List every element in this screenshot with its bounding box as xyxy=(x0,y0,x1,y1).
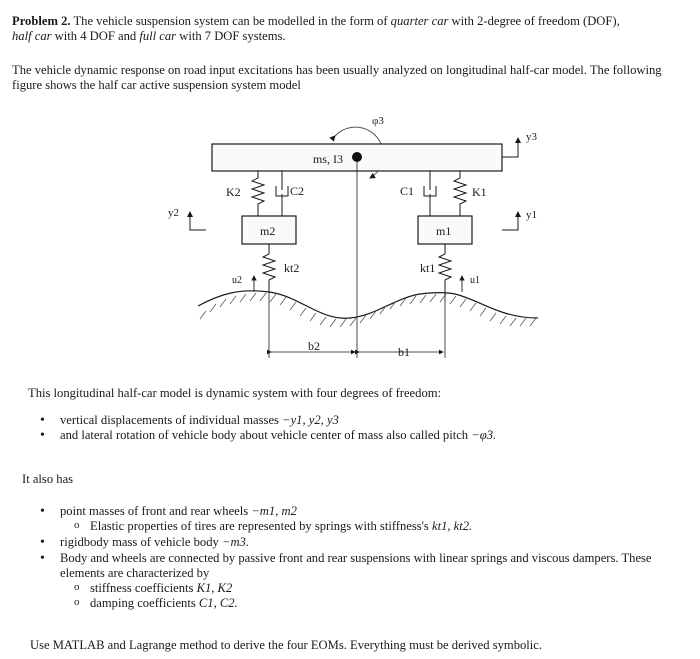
dof-list xyxy=(30,413,690,443)
problem-label: Problem 2. xyxy=(12,14,71,28)
rear-spring-k2 xyxy=(252,171,264,216)
road-profile xyxy=(198,291,538,318)
front-tire-spring-kt1 xyxy=(439,244,451,292)
y1-label: y1 xyxy=(526,209,537,221)
b2-label: b2 xyxy=(308,339,320,353)
sub-list xyxy=(60,581,690,611)
list-item: • point masses of front and rear wheels −m1, m2 o Elastic properties of tires are represented by springs with stiffness's kt1, kt2. xyxy=(30,504,690,534)
math-inline: K1, K2 xyxy=(196,581,233,595)
intro-text-4: with 7 DOF systems. xyxy=(176,29,286,43)
intro-text-1: The vehicle suspension system can be modelled in the form of xyxy=(70,14,391,28)
list-item: • and lateral rotation of vehicle body about vehicle center of mass also called pitch −φ3. xyxy=(30,428,690,443)
half-car-diagram xyxy=(150,106,570,371)
intro-text-2: with 2-degree of freedom (DOF), xyxy=(448,14,620,28)
it-also-has: It also has xyxy=(22,472,74,486)
c1-label: C1 xyxy=(400,184,415,198)
sub-list-item: o stiffness coefficients K1, K2 xyxy=(60,581,690,596)
k2-label: K2 xyxy=(226,185,241,199)
m1-label: m1 xyxy=(436,224,452,238)
intro-text-3: with 4 DOF and xyxy=(51,29,140,43)
kt2-label: kt2 xyxy=(284,261,300,275)
y2-label: y2 xyxy=(168,207,179,219)
quarter-car-term: quarter car xyxy=(390,14,449,28)
front-damper-c1 xyxy=(424,171,436,216)
kt1-label: kt1 xyxy=(420,261,436,275)
math-inline: −φ3. xyxy=(471,428,497,442)
k1-label: K1 xyxy=(472,185,487,199)
center-of-mass-dot xyxy=(352,152,362,162)
road-hatching xyxy=(200,293,536,327)
dof-sentence: This longitudinal half-car model is dynamic system with four degrees of freedom: xyxy=(28,386,442,400)
problem-intro xyxy=(12,14,692,44)
math-inline: −y1, y2, y3 xyxy=(282,413,339,427)
math-inline: −m3. xyxy=(221,535,249,549)
half-car-term: half car xyxy=(12,29,52,43)
front-spring-k1 xyxy=(454,171,466,216)
math-inline: −m1, m2 xyxy=(251,504,297,518)
u2-label: u2 xyxy=(232,275,242,286)
full-car-term: full car xyxy=(139,29,177,43)
body-mass-label: ms, I3 xyxy=(313,152,343,166)
b1-label: b1 xyxy=(398,345,410,359)
list-item: • Body and wheels are connected by passive front and rear suspensions with linear springs and viscous dampers. These elements are characterized by o stiffness coefficients K1, K2 o damping coefficients C1, C2. xyxy=(30,551,690,611)
final-instruction: Use MATLAB and Lagrange method to derive the four EOMs. Everything must be derived symbolic. xyxy=(30,638,543,652)
u1-label: u1 xyxy=(470,275,480,286)
list-item: • rigidbody mass of vehicle body −m3. xyxy=(30,535,690,550)
components-list xyxy=(30,504,690,612)
paragraph-dynamic-response: The vehicle dynamic response on road input excitations has been usually analyzed on longitudinal half-car model. The following figure shows the half car active suspension system model xyxy=(12,63,662,92)
c2-label: C2 xyxy=(290,184,305,198)
sub-list-item: o Elastic properties of tires are represented by springs with stiffness's kt1, kt2. xyxy=(60,519,690,534)
math-inline: kt1, kt2. xyxy=(431,519,473,533)
rear-tire-spring-kt2 xyxy=(263,244,275,292)
math-inline: C1, C2. xyxy=(198,596,238,610)
y3-label: y3 xyxy=(526,131,537,143)
sub-list-item: o damping coefficients C1, C2. xyxy=(60,596,690,611)
phi3-label: φ3 xyxy=(372,115,384,127)
m2-label: m2 xyxy=(260,224,276,238)
rear-damper-c2 xyxy=(276,171,288,216)
list-item: • vertical displacements of individual masses −y1, y2, y3 xyxy=(30,413,690,428)
sub-list xyxy=(60,519,690,534)
